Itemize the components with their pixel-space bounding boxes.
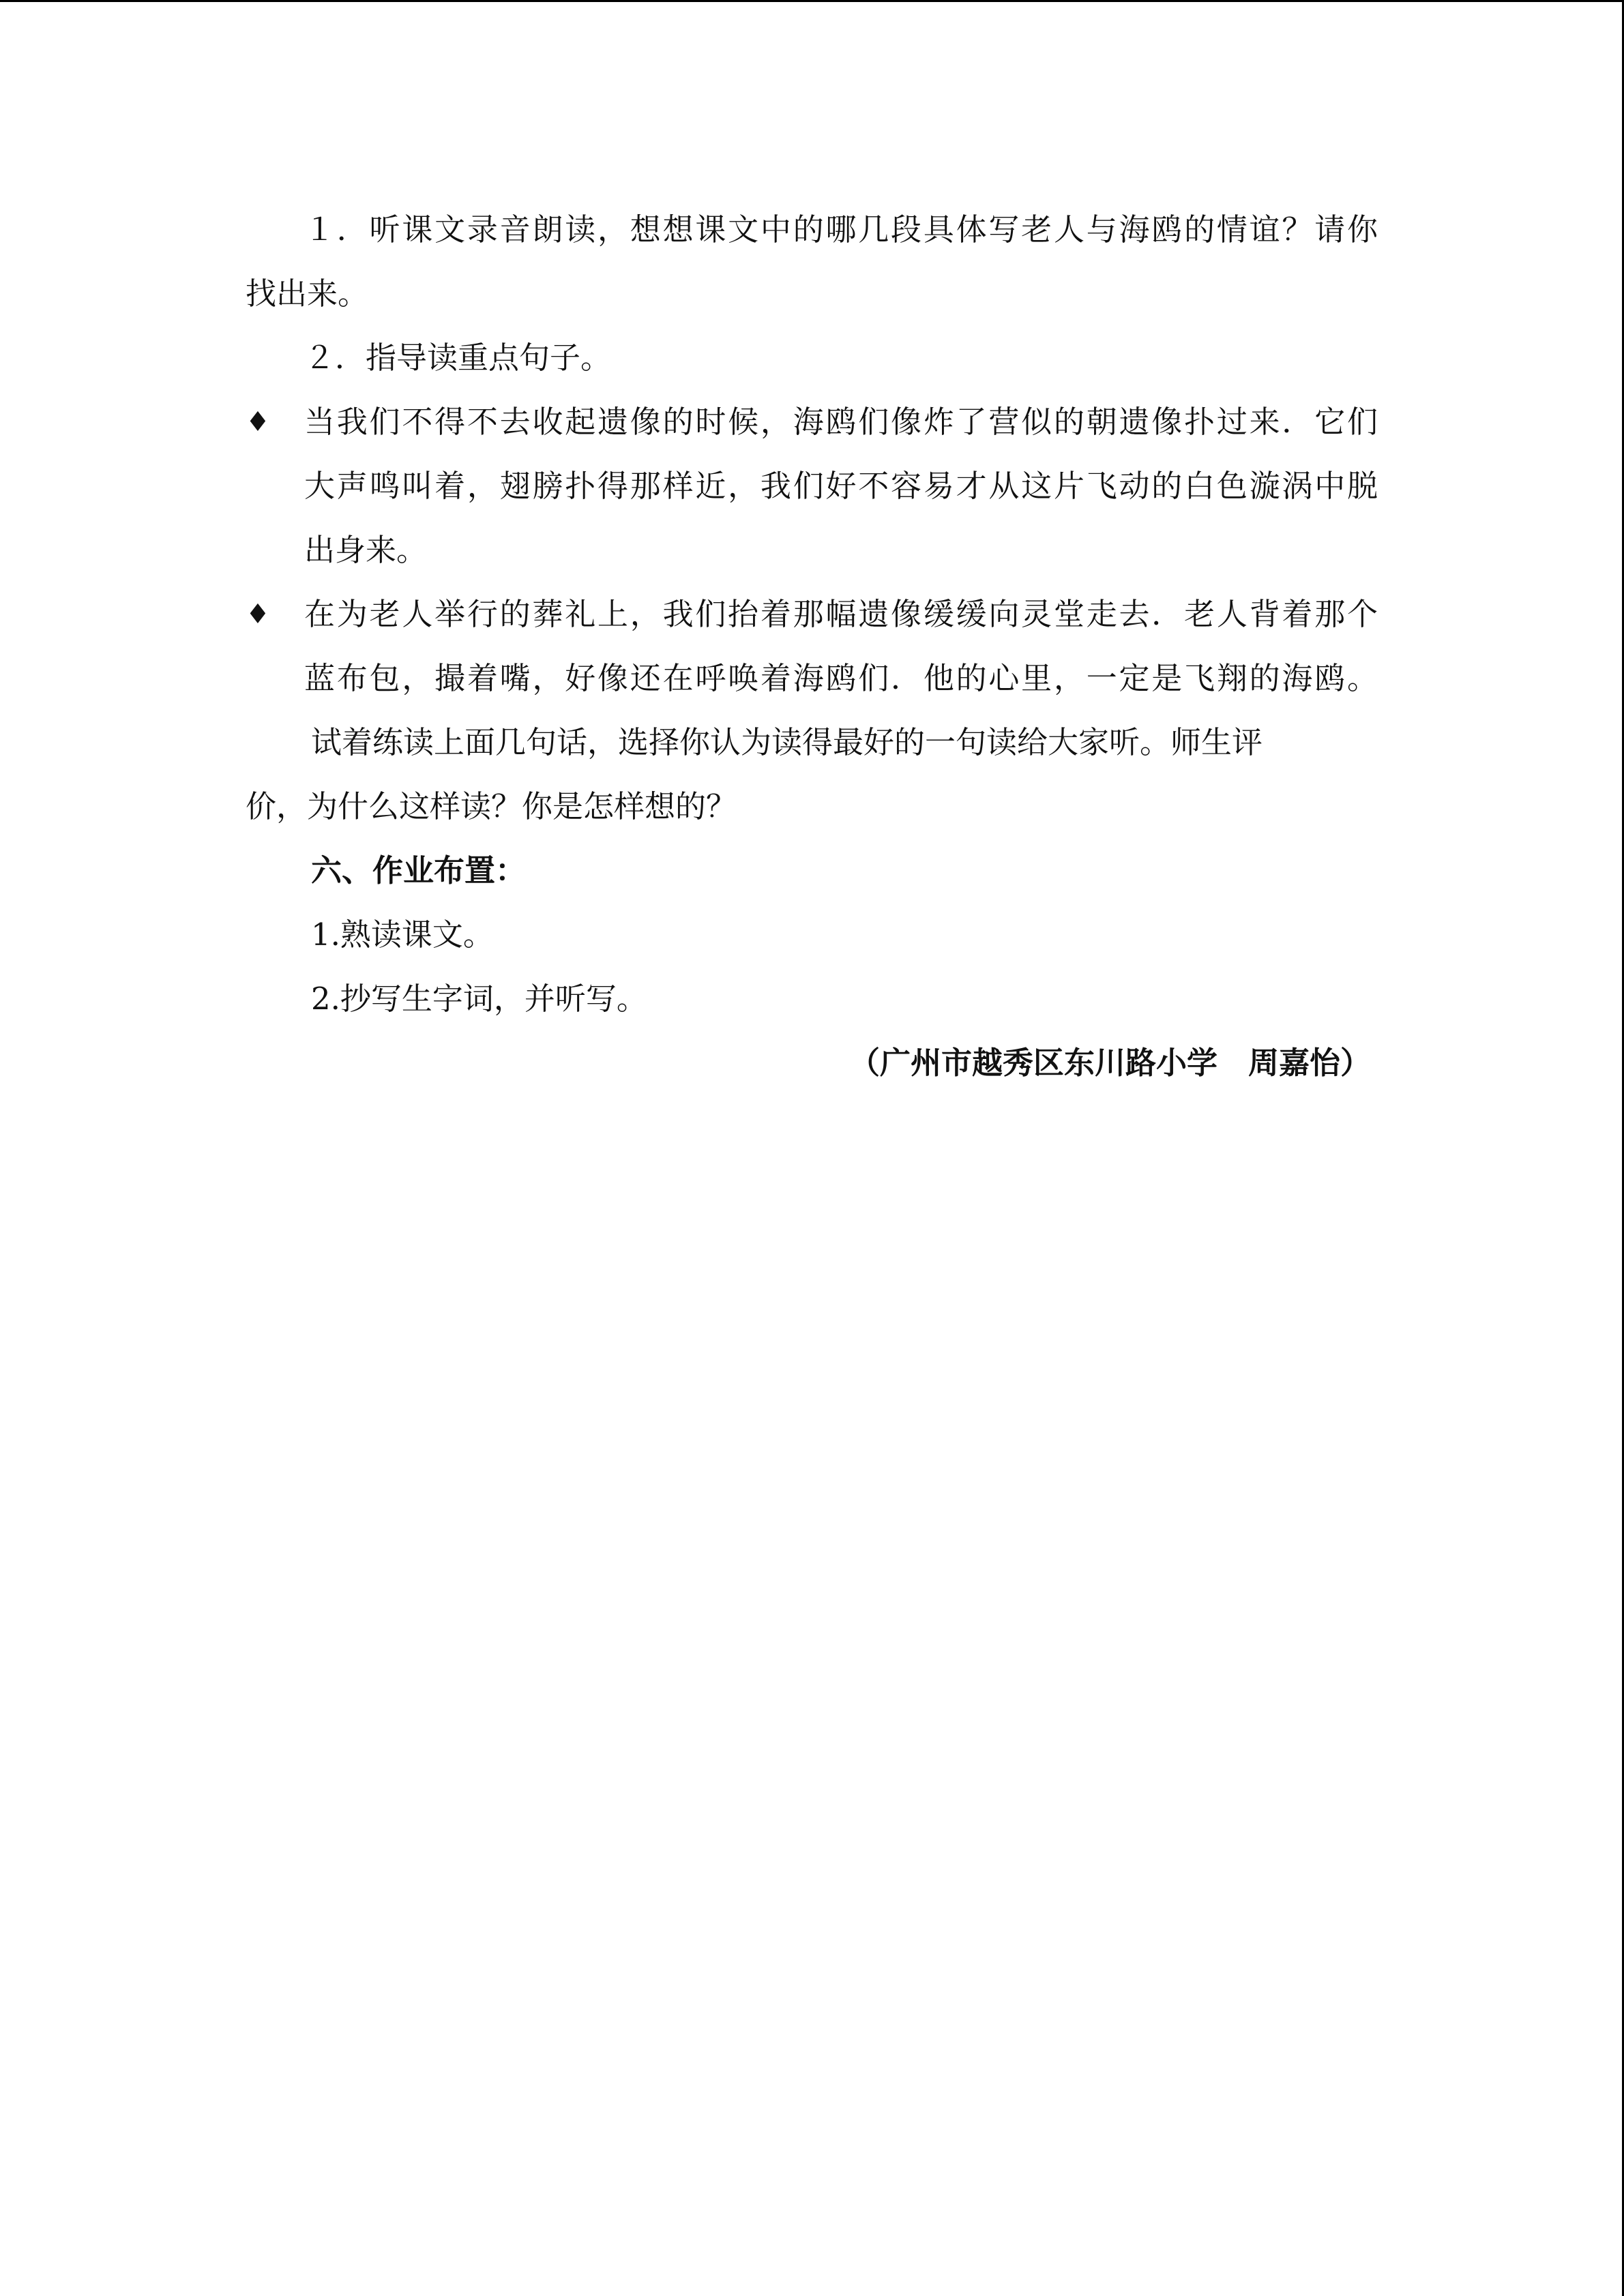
quote-bullet-1 [246,390,1378,582]
homework-item-1: 1.熟读课文。 [311,916,494,953]
section-6-heading: 六、作业布置： [311,852,527,889]
author-signature: （广州市越秀区东川路小学 周嘉怡） [848,1045,1371,1081]
quote-1-line-2: 大声鸣叫着，翅膀扑得那样近，我们好不容易才从这片飞动的白色漩涡中脱 [304,468,1378,504]
homework-item-2: 2.抄写生字词，并听写。 [311,981,647,1017]
step-2-heading: ２．指导读重点句子。 [304,340,612,376]
practice-line-2: 价，为什么这样读？你是怎样想的？ [246,788,737,824]
quote-bullet-2 [246,582,1378,711]
document-page [246,198,1378,1095]
top-border-line [0,0,1624,2]
quote-2-line-2: 蓝布包，撮着嘴，好像还在呼唤着海鸥们．他的心里，一定是飞翔的海鸥。 [304,660,1378,696]
step-1-line-1: １．听课文录音朗读，想想课文中的哪几段具体写老人与海鸥的情谊？请你 [304,211,1378,248]
diamond-bullet-icon: ♦ [246,406,270,438]
quote-1-line-3: 出身来。 [304,532,428,568]
quote-1-line-1: 当我们不得不去收起遗像的时候，海鸥们像炸了营似的朝遗像扑过来．它们 [304,404,1378,440]
diamond-bullet-icon: ♦ [246,599,270,630]
quote-2-line-1: 在为老人举行的葬礼上，我们抬着那幅遗像缓缓向灵堂走去．老人背着那个 [304,596,1378,632]
practice-line-1: 试着练读上面几句话，选择你认为读得最好的一句读给大家听。师生评 [311,724,1263,760]
step-1-line-2: 找出来。 [246,275,369,312]
